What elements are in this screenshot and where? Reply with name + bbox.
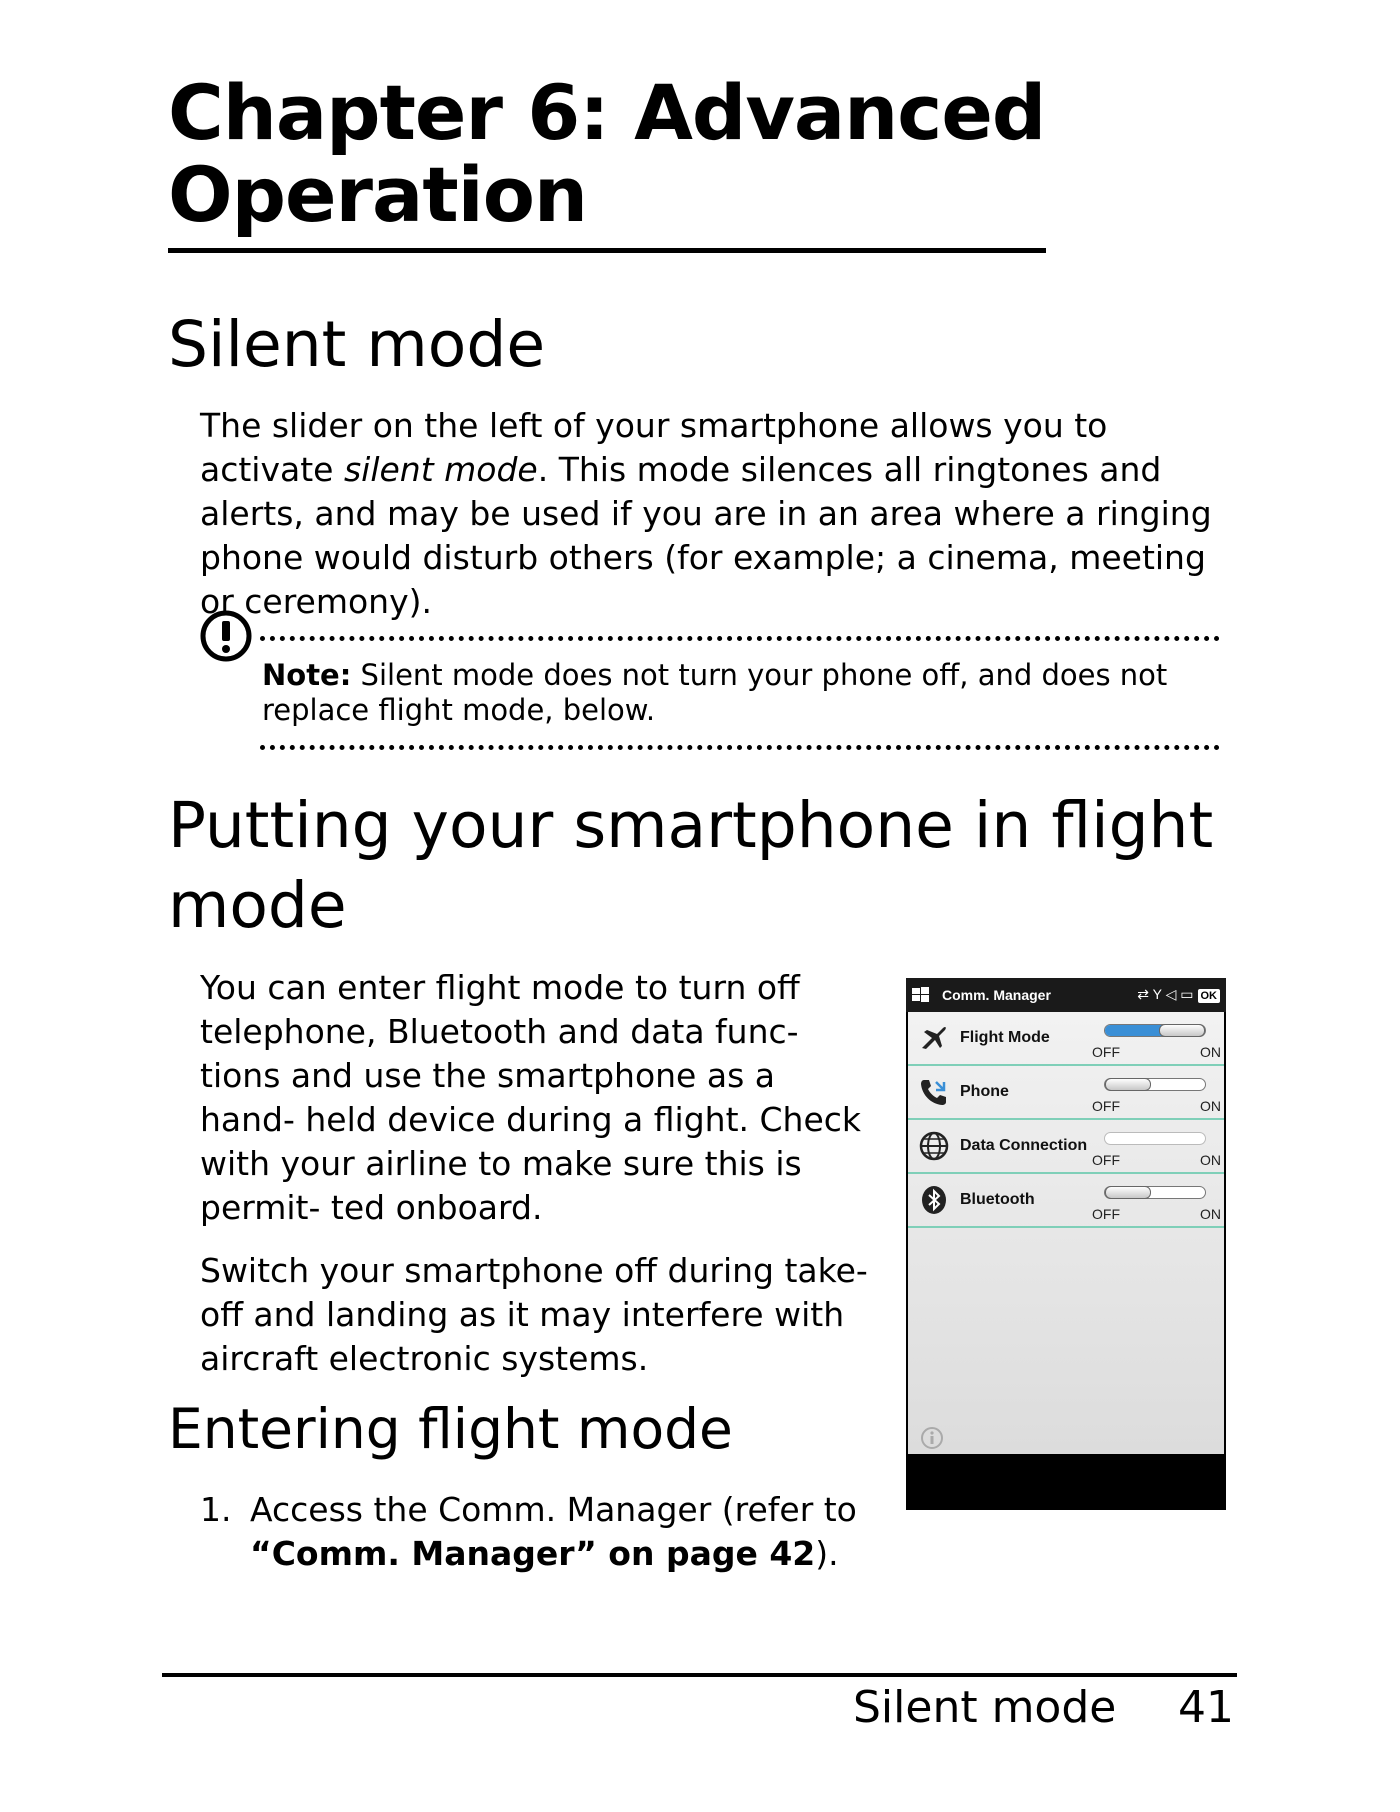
slider-knob[interactable] <box>1105 1078 1151 1091</box>
note-top-divider <box>260 636 1220 641</box>
data-connection-label: Data Connection <box>960 1137 1088 1154</box>
step-number: 1. <box>200 1490 232 1529</box>
bluetooth-slider[interactable] <box>1104 1186 1206 1199</box>
off-label: OFF <box>1092 1044 1120 1060</box>
on-label: ON <box>1200 1206 1221 1222</box>
data-connection-slider[interactable] <box>1104 1132 1206 1145</box>
bluetooth-icon <box>918 1184 950 1216</box>
ok-button[interactable]: OK <box>1198 989 1221 1003</box>
globe-icon <box>918 1130 950 1162</box>
comm-manager-link[interactable]: “Comm. Manager” on page 42 <box>250 1534 816 1573</box>
entering-flight-mode-heading: Entering flight mode <box>168 1397 733 1461</box>
flight-mode-paragraph-1: You can enter flight mode to turn off telephone, Bluetooth and data func- tions and use the smartphone as a hand- held device during a flight. Check with your airline to make sure this is permit- ted onboard. <box>200 968 862 1227</box>
info-icon[interactable] <box>920 1426 944 1450</box>
page-number: 41 <box>1178 1682 1234 1733</box>
flight-mode-row[interactable] <box>908 1012 1224 1066</box>
app-title: Comm. Manager <box>942 987 1051 1003</box>
data-connection-row[interactable] <box>908 1120 1224 1174</box>
flight-mode-slider[interactable] <box>1104 1024 1206 1037</box>
phone-slider[interactable] <box>1104 1078 1206 1091</box>
chapter-rule <box>168 248 1046 253</box>
footer-section-title: Silent mode <box>853 1682 1117 1733</box>
flight-mode-heading: Putting your smartphone in flight mode <box>168 789 1214 942</box>
bluetooth-label: Bluetooth <box>960 1191 1035 1208</box>
silent-mode-paragraph: The slider on the left of your smartphone allows you to activate silent mode. This mode silences all ringtones and alerts, and may be used if you are in an area where a ringing phone would disturb others (for example; a cinema, meeting or ceremony). <box>200 406 1212 621</box>
off-label: OFF <box>1092 1098 1120 1114</box>
airplane-icon <box>918 1022 950 1054</box>
note-bottom-divider <box>260 745 1220 750</box>
silent-mode-term: silent mode <box>343 450 538 489</box>
slider-knob[interactable] <box>1159 1024 1205 1037</box>
note-label: Note: <box>262 658 352 692</box>
on-label: ON <box>1200 1152 1221 1168</box>
flight-mode-paragraph-2: Switch your smartphone off during take- off and landing as it may interfere with aircraft electronic systems. <box>200 1251 868 1378</box>
bluetooth-row[interactable] <box>908 1174 1224 1228</box>
status-icon-set: ⇄ Y ◁ ▭ <box>1137 986 1194 1002</box>
windows-start-icon[interactable] <box>912 987 930 1003</box>
slider-knob[interactable] <box>1105 1186 1151 1199</box>
status-icons <box>1137 986 1220 1003</box>
silent-mode-heading: Silent mode <box>168 308 546 381</box>
warning-icon <box>199 609 253 663</box>
phone-row[interactable] <box>908 1066 1224 1120</box>
comm-manager-list <box>908 1012 1224 1454</box>
phone-label: Phone <box>960 1083 1009 1100</box>
off-label: OFF <box>1092 1152 1120 1168</box>
step-1: Access the Comm. Manager (refer to “Comm. Manager” on page 42). <box>250 1490 857 1573</box>
status-bar <box>906 978 1226 1012</box>
off-label: OFF <box>1092 1206 1120 1222</box>
footer-rule <box>162 1673 1237 1677</box>
on-label: ON <box>1200 1098 1221 1114</box>
on-label: ON <box>1200 1044 1221 1060</box>
comm-manager-screenshot <box>906 978 1226 1510</box>
flight-mode-label: Flight Mode <box>960 1029 1050 1046</box>
phone-icon <box>918 1076 950 1108</box>
note <box>262 658 1212 728</box>
chapter-title: Chapter 6: Advanced Operation <box>168 68 1046 239</box>
note-text: Silent mode does not turn your phone off, and does not replace flight mode, below. <box>262 658 1168 727</box>
